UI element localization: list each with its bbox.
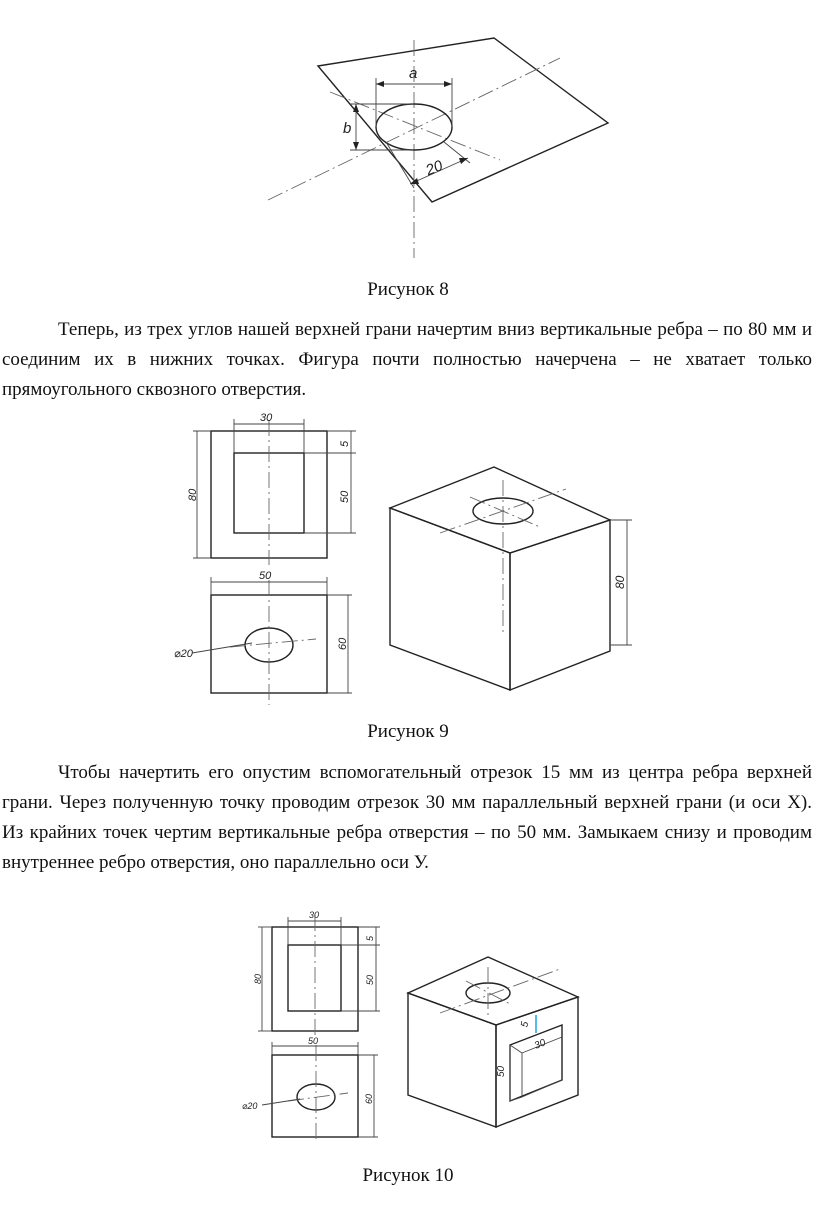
figure-8-caption: Рисунок 8 [367,279,449,300]
fig10-dim-50-top: 50 [308,1036,319,1046]
fig10-dim-50: 50 [365,974,375,985]
fig10-dim-60: 60 [364,1093,374,1104]
fig8-dim-a: a [409,65,418,82]
fig9-dim-60: 60 [337,637,349,650]
figure-10-drawing [0,905,816,1145]
fig9-dim-50: 50 [339,490,351,503]
fig8-dim-b: b [343,120,352,137]
fig8-dim-20: 20 [423,157,446,180]
fig9-dim-dia: ⌀20 [174,648,193,660]
fig10-iso-dim-30: 30 [532,1037,548,1052]
fig9-dim-30: 30 [260,412,273,424]
fig9-dim-5: 5 [339,440,351,447]
figure-9-caption: Рисунок 9 [367,721,449,742]
fig9-dim-50-top: 50 [259,570,272,582]
fig10-dim-5: 5 [365,935,375,941]
fig10-dim-dia: ⌀20 [242,1101,258,1111]
fig9-dim-80: 80 [187,488,199,501]
figure-10-caption: Рисунок 10 [362,1165,454,1186]
fig10-iso-dim-50: 50 [496,1065,507,1077]
fig10-dim-80: 80 [253,973,263,984]
fig10-dim-30: 30 [309,910,320,920]
fig9-iso-dim-80: 80 [613,575,627,589]
figure-9-drawing [0,405,816,715]
figure-8-drawing [0,0,816,270]
paragraph-2: Чтобы начертить его опустим вспомогательный отрезок 15 мм из центра ребра верхней грани. Через полученную точку проводим отрезок 30 мм параллельный верхней грани (и оси X). Из крайних точек чертим вертикальные ребра отверстия – по 50 мм. Замыкаем снизу и проводим внутреннее ребро отверстия, оно параллельно оси У. [2,762,812,873]
fig10-iso-dim-5: 5 [519,1020,532,1029]
paragraph-1: Теперь, из трех углов нашей верхней грани начертим вниз вертикальные ребра – по 80 мм и соединим их в нижних точках. Фигура почти полностью начерчена – не хватает только прямоугольного сквозного отверстия. [2,319,812,400]
